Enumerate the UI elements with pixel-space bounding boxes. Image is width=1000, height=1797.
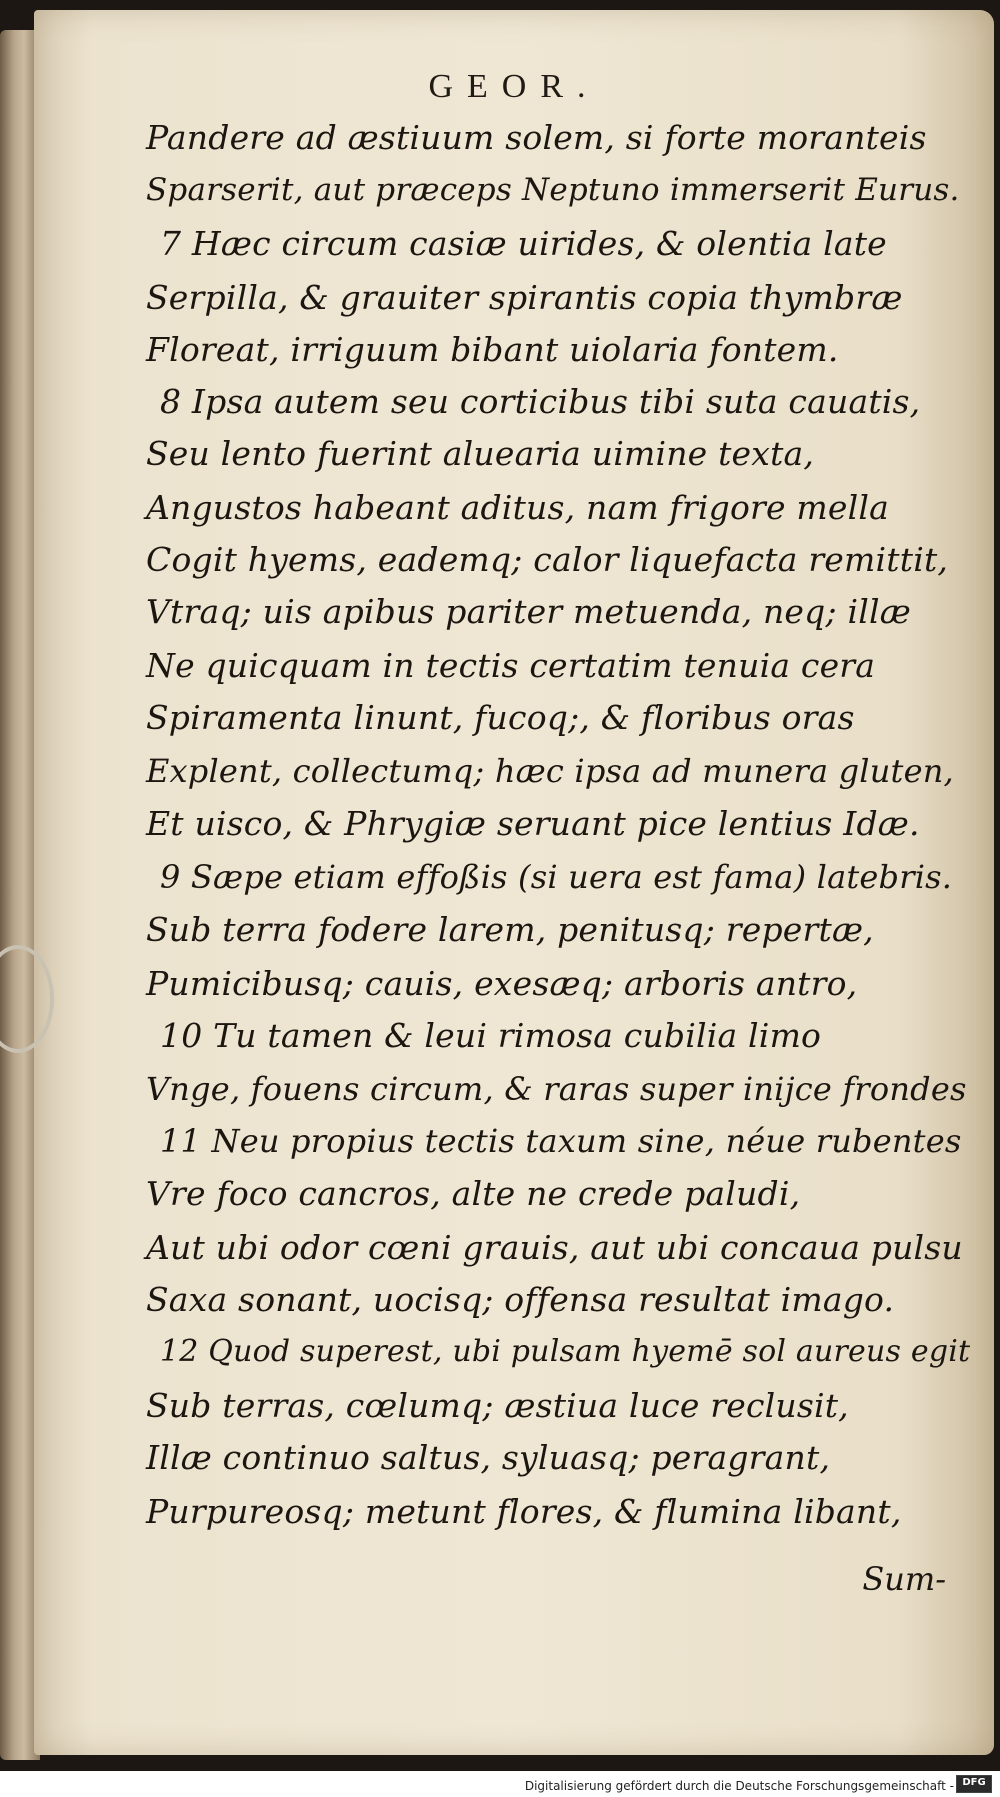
funding-credit: Digitalisierung gefördert durch die Deutsche Forschungsgemeinschaft - bbox=[524, 1779, 954, 1793]
verse-line: 10 Tu tamen & leui rimosa cubilia limo bbox=[160, 1016, 822, 1055]
dfg-logo bbox=[956, 1775, 992, 1793]
verse-line: Ne quicquam in tectis certatim tenuia cera bbox=[146, 646, 876, 685]
verse-line: Explent, collectumq; hæc ipsa ad munera gluten, bbox=[146, 752, 954, 790]
verse-line: Cogit hyems, eademq; calor liquefacta remittit, bbox=[146, 540, 949, 579]
verse-line: Sub terra fodere larem, penitusq; repertæ, bbox=[146, 910, 874, 949]
running-head: GEOR. bbox=[428, 68, 600, 105]
verse-line: Spiramenta linunt, fucoq;, & floribus oras bbox=[146, 698, 855, 737]
verse-line: Serpilla, & grauiter spirantis copia thymbræ bbox=[146, 278, 903, 317]
verse-line: 9 Sæpe etiam effoßis (si uera est fama) latebris. bbox=[160, 858, 953, 896]
verse-line: 12 Quod superest, ubi pulsam hyemē sol aureus egit bbox=[160, 1334, 971, 1369]
verse-line: Illæ continuo saltus, syluasq; peragrant, bbox=[146, 1438, 831, 1477]
verse-line: Sub terras, cœlumq; æstiua luce reclusit, bbox=[146, 1386, 849, 1425]
digitization-footer bbox=[0, 1771, 1000, 1797]
verse-line: Floreat, irriguum bibant uiolaria fontem. bbox=[146, 330, 839, 369]
verse-line: Vtraq; uis apibus pariter metuenda, neq; illæ bbox=[146, 592, 911, 631]
verse-line: Angustos habeant aditus, nam frigore mella bbox=[146, 488, 890, 527]
verse-line: Purpureosq; metunt flores, & flumina libant, bbox=[146, 1492, 902, 1531]
verse-line: Sparserit, aut præceps Neptuno immerserit Eurus. bbox=[146, 172, 960, 208]
verse-line: 11 Neu propius tectis taxum sine, néue rubentes bbox=[160, 1122, 962, 1160]
verse-line: Saxa sonant, uocisq; offensa resultat imago. bbox=[146, 1280, 895, 1319]
verse-line: Vnge, fouens circum, & raras super inijce frondes bbox=[146, 1070, 967, 1108]
verse-line: Pumicibusq; cauis, exesæq; arboris antro, bbox=[146, 964, 858, 1003]
verse-line: Et uisco, & Phrygiæ seruant pice lentius Idæ. bbox=[146, 804, 920, 843]
verse-line: Pandere ad æstiuum solem, si forte moranteis bbox=[146, 118, 927, 157]
verse-line: Seu lento fuerint aluearia uimine texta, bbox=[146, 434, 815, 473]
page-sheet bbox=[34, 10, 994, 1755]
catchword: Sum- bbox=[862, 1560, 946, 1598]
verse-line: 8 Ipsa autem seu corticibus tibi suta cauatis, bbox=[160, 382, 921, 421]
verse-line: 7 Hæc circum casiæ uirides, & olentia late bbox=[160, 224, 887, 263]
verse-line: Aut ubi odor cœni grauis, aut ubi concaua pulsu bbox=[146, 1228, 963, 1267]
dfg-logo-text: DFG bbox=[962, 1777, 986, 1788]
verse-line: Vre foco cancros, alte ne crede paludi, bbox=[146, 1174, 801, 1213]
